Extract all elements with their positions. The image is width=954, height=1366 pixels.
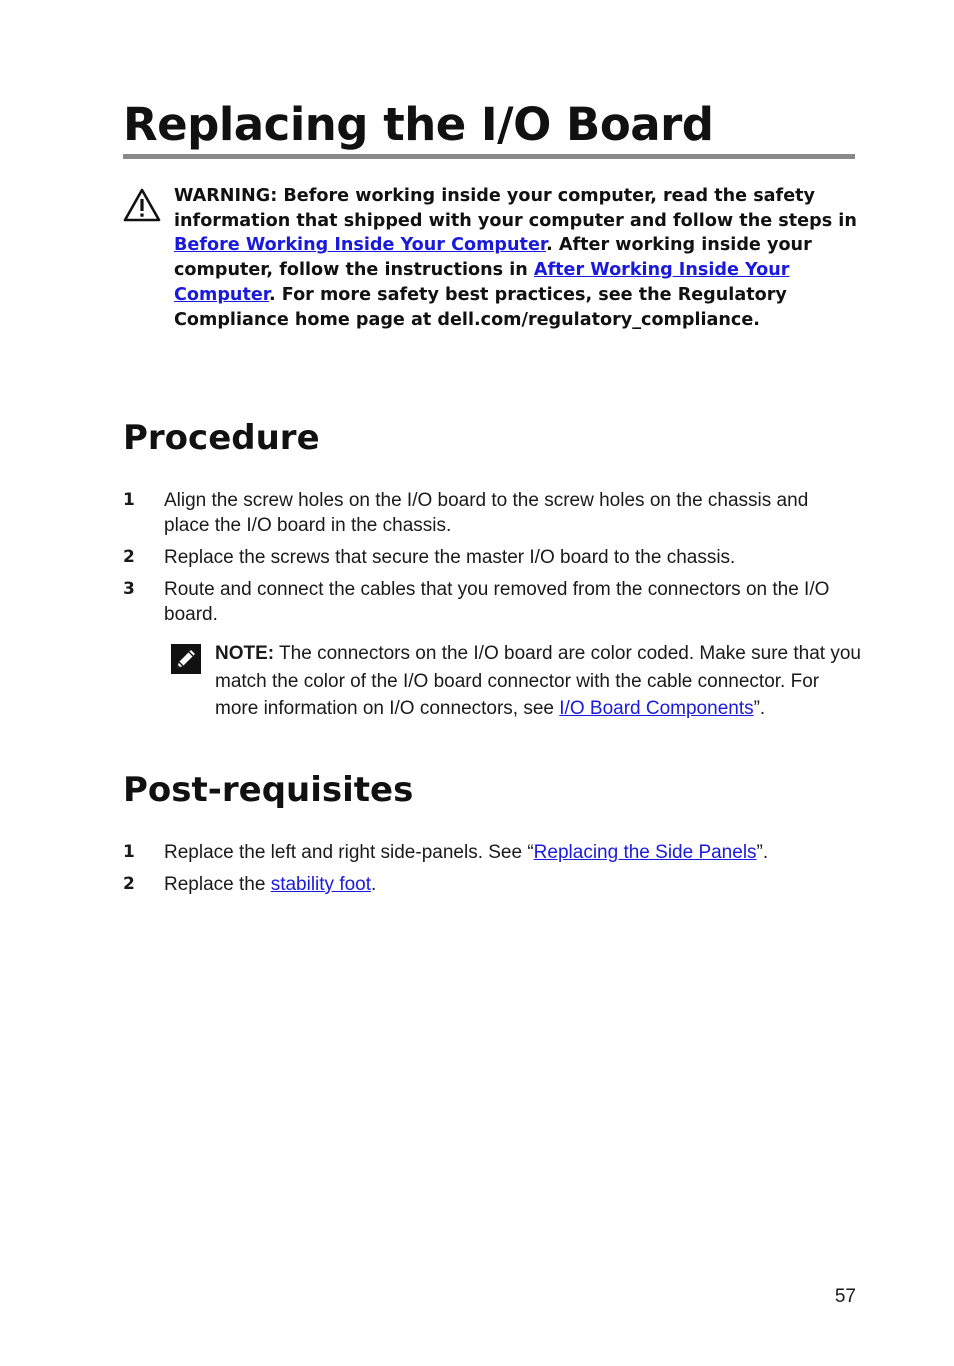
warning-text [174,184,859,332]
pencil-note-icon [171,644,201,674]
warning-text-part: Before working inside your computer, read the safety information that shipped with your computer and follow the steps in [174,186,857,231]
warning-triangle-icon [123,188,161,222]
step-text: . [371,874,377,895]
step-number: 1 [123,490,135,510]
replacing-side-panels-link[interactable]: Replacing the Side Panels [533,842,757,863]
step-text: Replace the screws that secure the master I/O board to the chassis. [164,547,736,568]
step-text: Align the screw holes on the I/O board to the screw holes on the chassis and place the I/O board in the chassis. [164,490,809,536]
step-text: Replace the left and right side-panels. See “ [164,842,534,863]
note-text-part: ”. [753,698,766,720]
step-text: Replace the [164,874,271,895]
page-title: Replacing the I/O Board [123,98,714,151]
procedure-step [123,545,855,577]
stability-foot-link[interactable]: stability foot [270,874,372,895]
procedure-heading: Procedure [123,418,320,458]
post-requisite-step [123,872,855,897]
procedure-step [123,488,855,545]
io-board-components-link[interactable]: I/O Board Components [559,698,754,720]
step-number: 2 [123,874,135,894]
warning-text-part: . For more safety best practices, see the Regulatory Compliance home page at dell.com/regulatory_compliance. [174,284,787,330]
note-text [215,640,861,723]
note-label: NOTE: [215,643,275,664]
procedure-step [123,577,855,627]
warning-text-part: . After working inside your computer, follow the instructions in [174,235,812,281]
step-number: 2 [123,547,135,567]
after-working-link[interactable]: After Working Inside Your Computer [174,260,790,305]
procedure-steps [123,488,855,627]
post-requisites-heading: Post-requisites [123,770,414,810]
title-underline [123,154,855,159]
warning-label: WARNING: [174,186,278,206]
page-number: 57 [834,1286,856,1307]
step-number: 1 [123,842,135,862]
post-requisite-step [123,840,855,872]
step-text: ”. [756,842,769,863]
step-number: 3 [123,579,135,599]
note-text-part: The connectors on the I/O board are color coded. Make sure that you match the color of the I/O board connector with the cable connector. For more information on I/O connectors, see [215,643,861,720]
before-working-link[interactable]: Before Working Inside Your Computer [174,235,547,256]
post-requisites-steps [123,840,855,897]
step-text: Route and connect the cables that you removed from the connectors on the I/O board. [164,579,830,625]
